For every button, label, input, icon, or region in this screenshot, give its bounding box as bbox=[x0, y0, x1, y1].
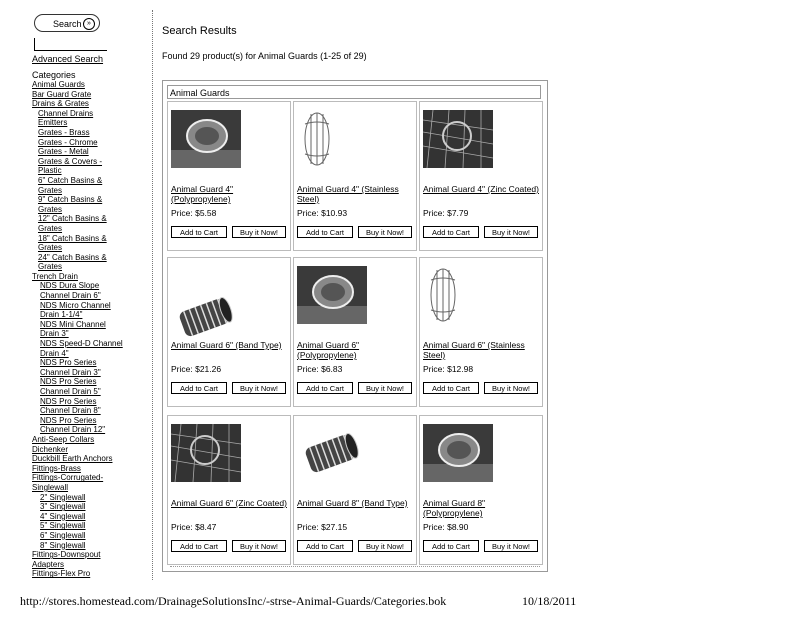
product-name-link[interactable]: Animal Guard 8" (Band Type) bbox=[297, 498, 408, 508]
product-name-link[interactable]: Animal Guard 8" (Polypropylene) bbox=[423, 498, 486, 518]
buy-now-button[interactable]: Buy it Now! bbox=[232, 382, 286, 394]
product-card bbox=[167, 101, 291, 251]
categories-heading: Categories bbox=[32, 70, 76, 80]
category-link[interactable]: Grates & Covers - bbox=[38, 156, 103, 166]
category-link[interactable]: Channel Drain 12" bbox=[40, 425, 106, 435]
category-link[interactable]: 2" Singlewall bbox=[40, 492, 86, 502]
product-image[interactable] bbox=[171, 110, 241, 168]
category-link[interactable]: Duckbill Earth Anchors bbox=[32, 454, 113, 464]
category-link[interactable]: Trench Drain bbox=[32, 271, 78, 281]
category-link[interactable]: NDS Micro Channel bbox=[40, 300, 111, 310]
buy-now-button[interactable]: Buy it Now! bbox=[484, 382, 538, 394]
product-image[interactable] bbox=[297, 266, 367, 324]
product-image[interactable] bbox=[423, 266, 493, 324]
category-link[interactable]: Drains & Grates bbox=[32, 99, 89, 109]
add-to-cart-button[interactable]: Add to Cart bbox=[171, 382, 227, 394]
search-button[interactable] bbox=[34, 14, 100, 32]
grid-heading: Animal Guards bbox=[167, 85, 541, 99]
category-link[interactable]: Adapters bbox=[32, 559, 65, 569]
category-link[interactable]: Grates - Brass bbox=[38, 127, 90, 137]
column-divider bbox=[152, 10, 153, 580]
category-link[interactable]: NDS Pro Series bbox=[40, 358, 97, 368]
product-image[interactable] bbox=[171, 424, 241, 482]
category-link[interactable]: 24" Catch Basins & bbox=[38, 252, 107, 262]
product-card bbox=[167, 415, 291, 565]
category-link[interactable]: Grates bbox=[38, 185, 63, 195]
product-grid bbox=[162, 80, 548, 572]
product-price: Price: $7.79 bbox=[423, 208, 469, 218]
category-link[interactable]: Channel Drain 5" bbox=[40, 387, 101, 396]
category-link[interactable]: NDS Pro Series bbox=[40, 415, 97, 425]
category-link[interactable]: NDS Mini Channel bbox=[40, 319, 106, 329]
product-card bbox=[419, 101, 543, 251]
category-link[interactable]: NDS Pro Series bbox=[40, 377, 97, 387]
category-list bbox=[32, 80, 152, 579]
product-price: Price: $27.15 bbox=[297, 522, 348, 532]
category-link[interactable]: Channel Drain 8" bbox=[40, 406, 101, 416]
product-name-link[interactable]: Animal Guard 4" (Zinc Coated) bbox=[423, 184, 539, 194]
category-link[interactable]: Channel Drain 6" bbox=[40, 291, 101, 301]
search-input[interactable] bbox=[34, 38, 107, 51]
divider bbox=[170, 566, 540, 567]
category-link[interactable]: Fittings-Brass bbox=[32, 463, 81, 473]
product-card bbox=[167, 257, 291, 407]
category-link[interactable]: 9" Catch Basins & bbox=[38, 195, 103, 205]
category-link[interactable]: Channel Drains bbox=[38, 108, 94, 118]
buy-now-button[interactable]: Buy it Now! bbox=[232, 226, 286, 238]
category-link[interactable]: Bar Guard Grate bbox=[32, 89, 92, 99]
buy-now-button[interactable]: Buy it Now! bbox=[484, 540, 538, 552]
category-link[interactable]: Fittings-Flex Pro bbox=[32, 569, 91, 579]
category-link[interactable]: Fittings-Downspout bbox=[32, 550, 101, 560]
product-image[interactable] bbox=[297, 424, 367, 482]
category-link[interactable]: NDS Pro Series bbox=[40, 396, 97, 406]
category-link[interactable]: 18" Catch Basins & bbox=[38, 233, 107, 243]
product-name-link[interactable]: Animal Guard 4" (Stainless Steel) bbox=[297, 184, 399, 204]
category-link[interactable]: Grates bbox=[38, 262, 63, 272]
category-link[interactable]: Emitters bbox=[38, 118, 68, 128]
page-title: Search Results bbox=[162, 25, 237, 37]
category-link[interactable]: 5" Singlewall bbox=[40, 521, 86, 531]
buy-now-button[interactable]: Buy it Now! bbox=[358, 382, 412, 394]
product-card bbox=[293, 415, 417, 565]
category-link[interactable]: 6" Catch Basins & bbox=[38, 175, 103, 185]
add-to-cart-button[interactable]: Add to Cart bbox=[297, 226, 353, 238]
product-name-link[interactable]: Animal Guard 6" (Zinc Coated) bbox=[171, 498, 287, 508]
product-price: Price: $6.83 bbox=[297, 364, 343, 374]
advanced-search-link[interactable]: Advanced Search bbox=[32, 54, 104, 64]
category-link[interactable]: Animal Guards bbox=[32, 80, 85, 89]
add-to-cart-button[interactable]: Add to Cart bbox=[297, 540, 353, 552]
add-to-cart-button[interactable]: Add to Cart bbox=[171, 540, 227, 552]
category-link[interactable]: NDS Speed-D Channel bbox=[40, 339, 123, 349]
category-link[interactable]: 8" Singlewall bbox=[40, 540, 86, 550]
category-link[interactable]: Drain 4" bbox=[40, 348, 69, 358]
product-name-link[interactable]: Animal Guard 6" (Polypropylene) bbox=[297, 340, 360, 360]
category-link[interactable]: Grates bbox=[38, 204, 63, 214]
buy-now-button[interactable]: Buy it Now! bbox=[232, 540, 286, 552]
category-link[interactable]: Channel Drain 3" bbox=[40, 367, 101, 377]
add-to-cart-button[interactable]: Add to Cart bbox=[423, 226, 479, 238]
product-price: Price: $21.26 bbox=[171, 364, 222, 374]
category-link[interactable]: Singlewall bbox=[32, 482, 69, 492]
category-link[interactable]: 3" Singlewall bbox=[40, 502, 86, 512]
search-button-label: Search bbox=[53, 19, 82, 29]
footer-date: 10/18/2011 bbox=[522, 594, 577, 608]
product-price: Price: $8.47 bbox=[171, 522, 217, 532]
category-link[interactable]: Grates bbox=[38, 243, 63, 253]
product-card bbox=[419, 257, 543, 407]
category-link[interactable]: Grates - Chrome bbox=[38, 137, 98, 147]
category-link[interactable]: Drain 3" bbox=[40, 329, 69, 339]
buy-now-button[interactable]: Buy it Now! bbox=[358, 540, 412, 552]
category-link[interactable]: Grates bbox=[38, 223, 63, 233]
category-link[interactable]: Dichenker bbox=[32, 444, 69, 454]
category-link[interactable]: 4" Singlewall bbox=[40, 511, 86, 521]
product-price: Price: $5.58 bbox=[171, 208, 217, 218]
arrow-right-icon: » bbox=[83, 18, 95, 30]
product-price: Price: $8.90 bbox=[423, 522, 469, 532]
add-to-cart-button[interactable]: Add to Cart bbox=[423, 540, 479, 552]
footer-url: http://stores.homestead.com/DrainageSolutionsInc/-strse-Animal-Guards/Categories.bok bbox=[20, 594, 447, 608]
product-image[interactable] bbox=[423, 424, 493, 482]
add-to-cart-button[interactable]: Add to Cart bbox=[171, 226, 227, 238]
product-price: Price: $12.98 bbox=[423, 364, 474, 374]
product-name-link[interactable]: Animal Guard 4" (Polypropylene) bbox=[171, 184, 234, 204]
category-link[interactable]: Anti-Seep Collars bbox=[32, 434, 95, 444]
category-link[interactable]: 6" Singlewall bbox=[40, 530, 86, 540]
product-card bbox=[419, 415, 543, 565]
product-image[interactable] bbox=[171, 288, 241, 346]
buy-now-button[interactable]: Buy it Now! bbox=[484, 226, 538, 238]
product-price: Price: $10.93 bbox=[297, 208, 348, 218]
product-name-link[interactable]: Animal Guard 6" (Stainless Steel) bbox=[423, 340, 525, 360]
category-link[interactable]: Fittings-Corrugated- bbox=[32, 473, 104, 483]
product-image[interactable] bbox=[297, 110, 367, 168]
product-card bbox=[293, 257, 417, 407]
add-to-cart-button[interactable]: Add to Cart bbox=[297, 382, 353, 394]
category-link[interactable]: 12" Catch Basins & bbox=[38, 214, 107, 224]
buy-now-button[interactable]: Buy it Now! bbox=[358, 226, 412, 238]
category-link[interactable]: Grates - Metal bbox=[38, 147, 89, 157]
product-image[interactable] bbox=[423, 110, 493, 168]
results-count: Found 29 product(s) for Animal Guards (1-25 of 29) bbox=[162, 51, 367, 61]
add-to-cart-button[interactable]: Add to Cart bbox=[423, 382, 479, 394]
category-link[interactable]: Drain 1-1/4" bbox=[40, 310, 83, 320]
category-link[interactable]: Plastic bbox=[38, 166, 62, 176]
product-name-link[interactable]: Animal Guard 6" (Band Type) bbox=[171, 340, 282, 350]
product-card bbox=[293, 101, 417, 251]
category-link[interactable]: NDS Dura Slope bbox=[40, 281, 100, 291]
